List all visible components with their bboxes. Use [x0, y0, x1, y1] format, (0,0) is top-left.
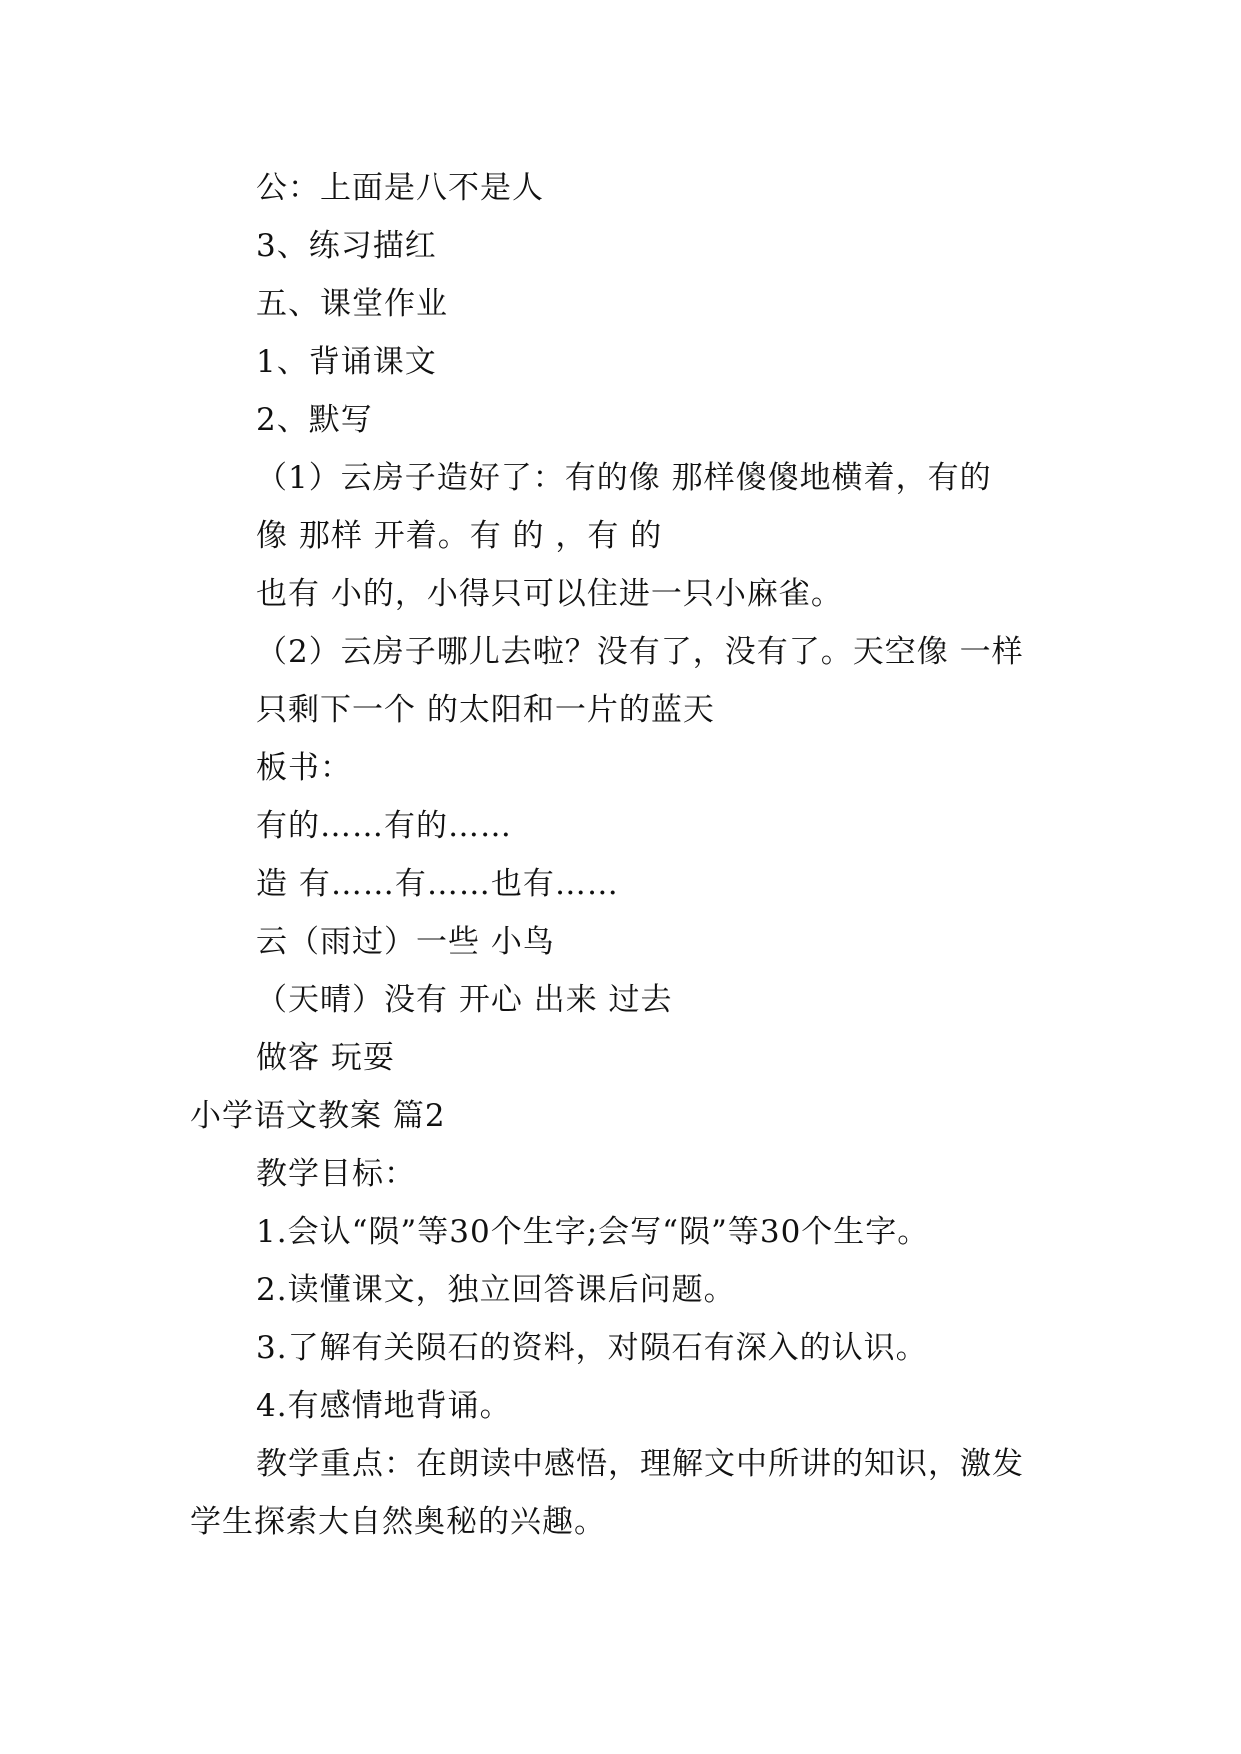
text-line: 教学重点：在朗读中感悟，理解文中所讲的知识，激发 — [256, 1446, 1024, 1482]
text-line: 有的……有的…… — [256, 808, 512, 844]
text-line: 只剩下一个 的太阳和一片的蓝天 — [256, 692, 715, 728]
text-line: 五、课堂作业 — [256, 286, 448, 322]
text-line: 公：上面是八不是人 — [256, 170, 544, 206]
text-line: 2、默写 — [256, 402, 373, 438]
text-line: 2.读懂课文，独立回答课后问题。 — [256, 1272, 736, 1308]
text-line: （2）云房子哪儿去啦？没有了，没有了。天空像 一样 — [256, 634, 1024, 670]
text-line: （天晴）没有 开心 出来 过去 — [256, 982, 673, 1018]
text-line: 4.有感情地背诵。 — [256, 1388, 512, 1424]
text-line: 做客 玩耍 — [256, 1040, 395, 1076]
section-heading: 小学语文教案 篇2 — [190, 1098, 446, 1134]
text-line: 造 有……有……也有…… — [256, 866, 619, 902]
text-line: 3、练习描红 — [256, 228, 437, 264]
text-line: 1、背诵课文 — [256, 344, 437, 380]
text-line: （1）云房子造好了：有的像 那样傻傻地横着，有的 — [256, 460, 992, 496]
text-line: 1.会认“陨”等30个生字;会写“陨”等30个生字。 — [256, 1214, 930, 1250]
text-line: 像 那样 开着。有 的 ，有 的 — [256, 518, 663, 554]
text-line: 3.了解有关陨石的资料，对陨石有深入的认识。 — [256, 1330, 928, 1366]
text-line: 板书： — [256, 750, 352, 786]
text-line: 教学目标： — [256, 1156, 416, 1192]
text-line: 也有 小的，小得只可以住进一只小麻雀。 — [256, 576, 843, 612]
text-line: 学生探索大自然奥秘的兴趣。 — [190, 1504, 606, 1540]
text-line: 云（雨过）一些 小鸟 — [256, 924, 555, 960]
